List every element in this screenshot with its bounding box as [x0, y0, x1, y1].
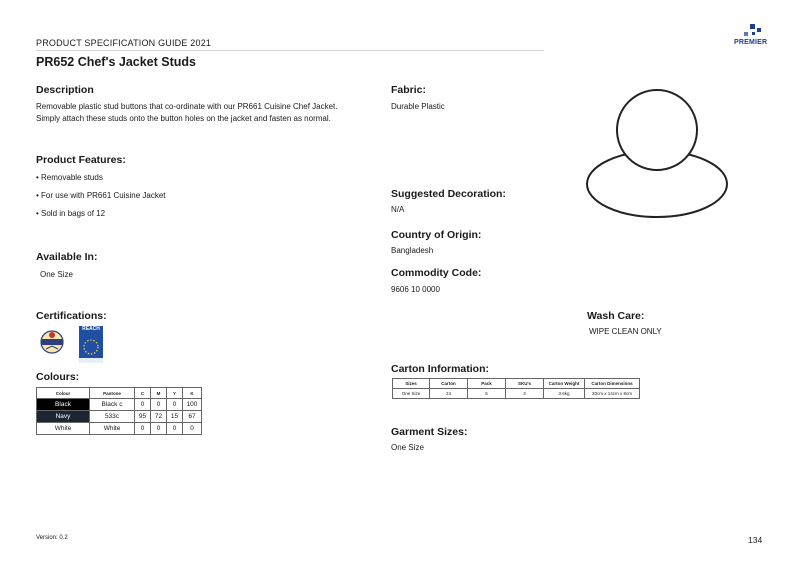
decoration-heading: Suggested Decoration:: [391, 188, 506, 200]
colours-heading: Colours:: [36, 371, 80, 383]
brand-name: PREMIER: [734, 39, 768, 46]
certifications-heading: Certifications:: [36, 310, 107, 322]
features-heading: Product Features:: [36, 154, 126, 166]
colour-swatch: Navy: [37, 411, 90, 423]
colour-swatch: Black: [37, 399, 90, 411]
features-list: [36, 172, 166, 226]
commodity-heading: Commodity Code:: [391, 267, 482, 279]
wrap-certification-icon: [38, 329, 66, 355]
decoration-value: N/A: [391, 205, 405, 214]
feature-item: • Removable studs: [36, 173, 103, 182]
reach-certification-icon: [79, 326, 103, 363]
garment-sizes-heading: Garment Sizes:: [391, 426, 468, 438]
carton-table: [392, 378, 640, 399]
wash-care-heading: Wash Care:: [587, 310, 645, 322]
feature-item: • For use with PR661 Cuisine Jacket: [36, 191, 166, 200]
fabric-heading: Fabric:: [391, 84, 427, 96]
carton-header-row: Sizes Carton Pack SKU's Carton Weight Carton Dimensions: [393, 379, 640, 389]
brand-logo: [734, 24, 770, 50]
feature-item: • Sold in bags of 12: [36, 209, 106, 218]
colours-table: [36, 387, 202, 435]
colour-swatch: White: [37, 423, 90, 435]
commodity-value: 9606 10 0000: [391, 285, 440, 294]
carton-heading: Carton Information:: [391, 363, 489, 375]
origin-value: Bangladesh: [391, 246, 434, 255]
table-row: Navy 533c 95 72 15 67: [37, 411, 202, 423]
wash-care-value: WIPE CLEAN ONLY: [589, 327, 662, 336]
garment-sizes-value: One Size: [391, 443, 424, 452]
available-value: One Size: [40, 270, 73, 279]
version-label: Version: 0.2: [36, 535, 68, 541]
available-heading: Available In:: [36, 251, 98, 263]
fabric-value: Durable Plastic: [391, 102, 445, 111]
description-heading: Description: [36, 84, 94, 96]
description-text: Removable plastic stud buttons that co-ordinate with our PR661 Cuisine Chef Jacket. Simply attach these studs onto the button holes on the jacket and fasten as normal.: [36, 102, 338, 123]
stud-product-image: [584, 86, 730, 220]
table-row: One Size 24 6 3 3.6kg 20cm x 14cm x 8cm: [393, 389, 640, 399]
product-title: PR652 Chef's Jacket Studs: [36, 55, 196, 69]
header-divider: [36, 50, 544, 51]
origin-heading: Country of Origin:: [391, 229, 482, 241]
page-number: 134: [748, 535, 763, 545]
table-row: Black Black c 0 0 0 100: [37, 399, 202, 411]
table-row: White White 0 0 0 0: [37, 423, 202, 435]
guide-title: PRODUCT SPECIFICATION GUIDE 2021: [36, 38, 212, 48]
colours-header-row: Colour Pantone C M Y K: [37, 388, 202, 399]
reach-label: REACH: [79, 326, 103, 333]
